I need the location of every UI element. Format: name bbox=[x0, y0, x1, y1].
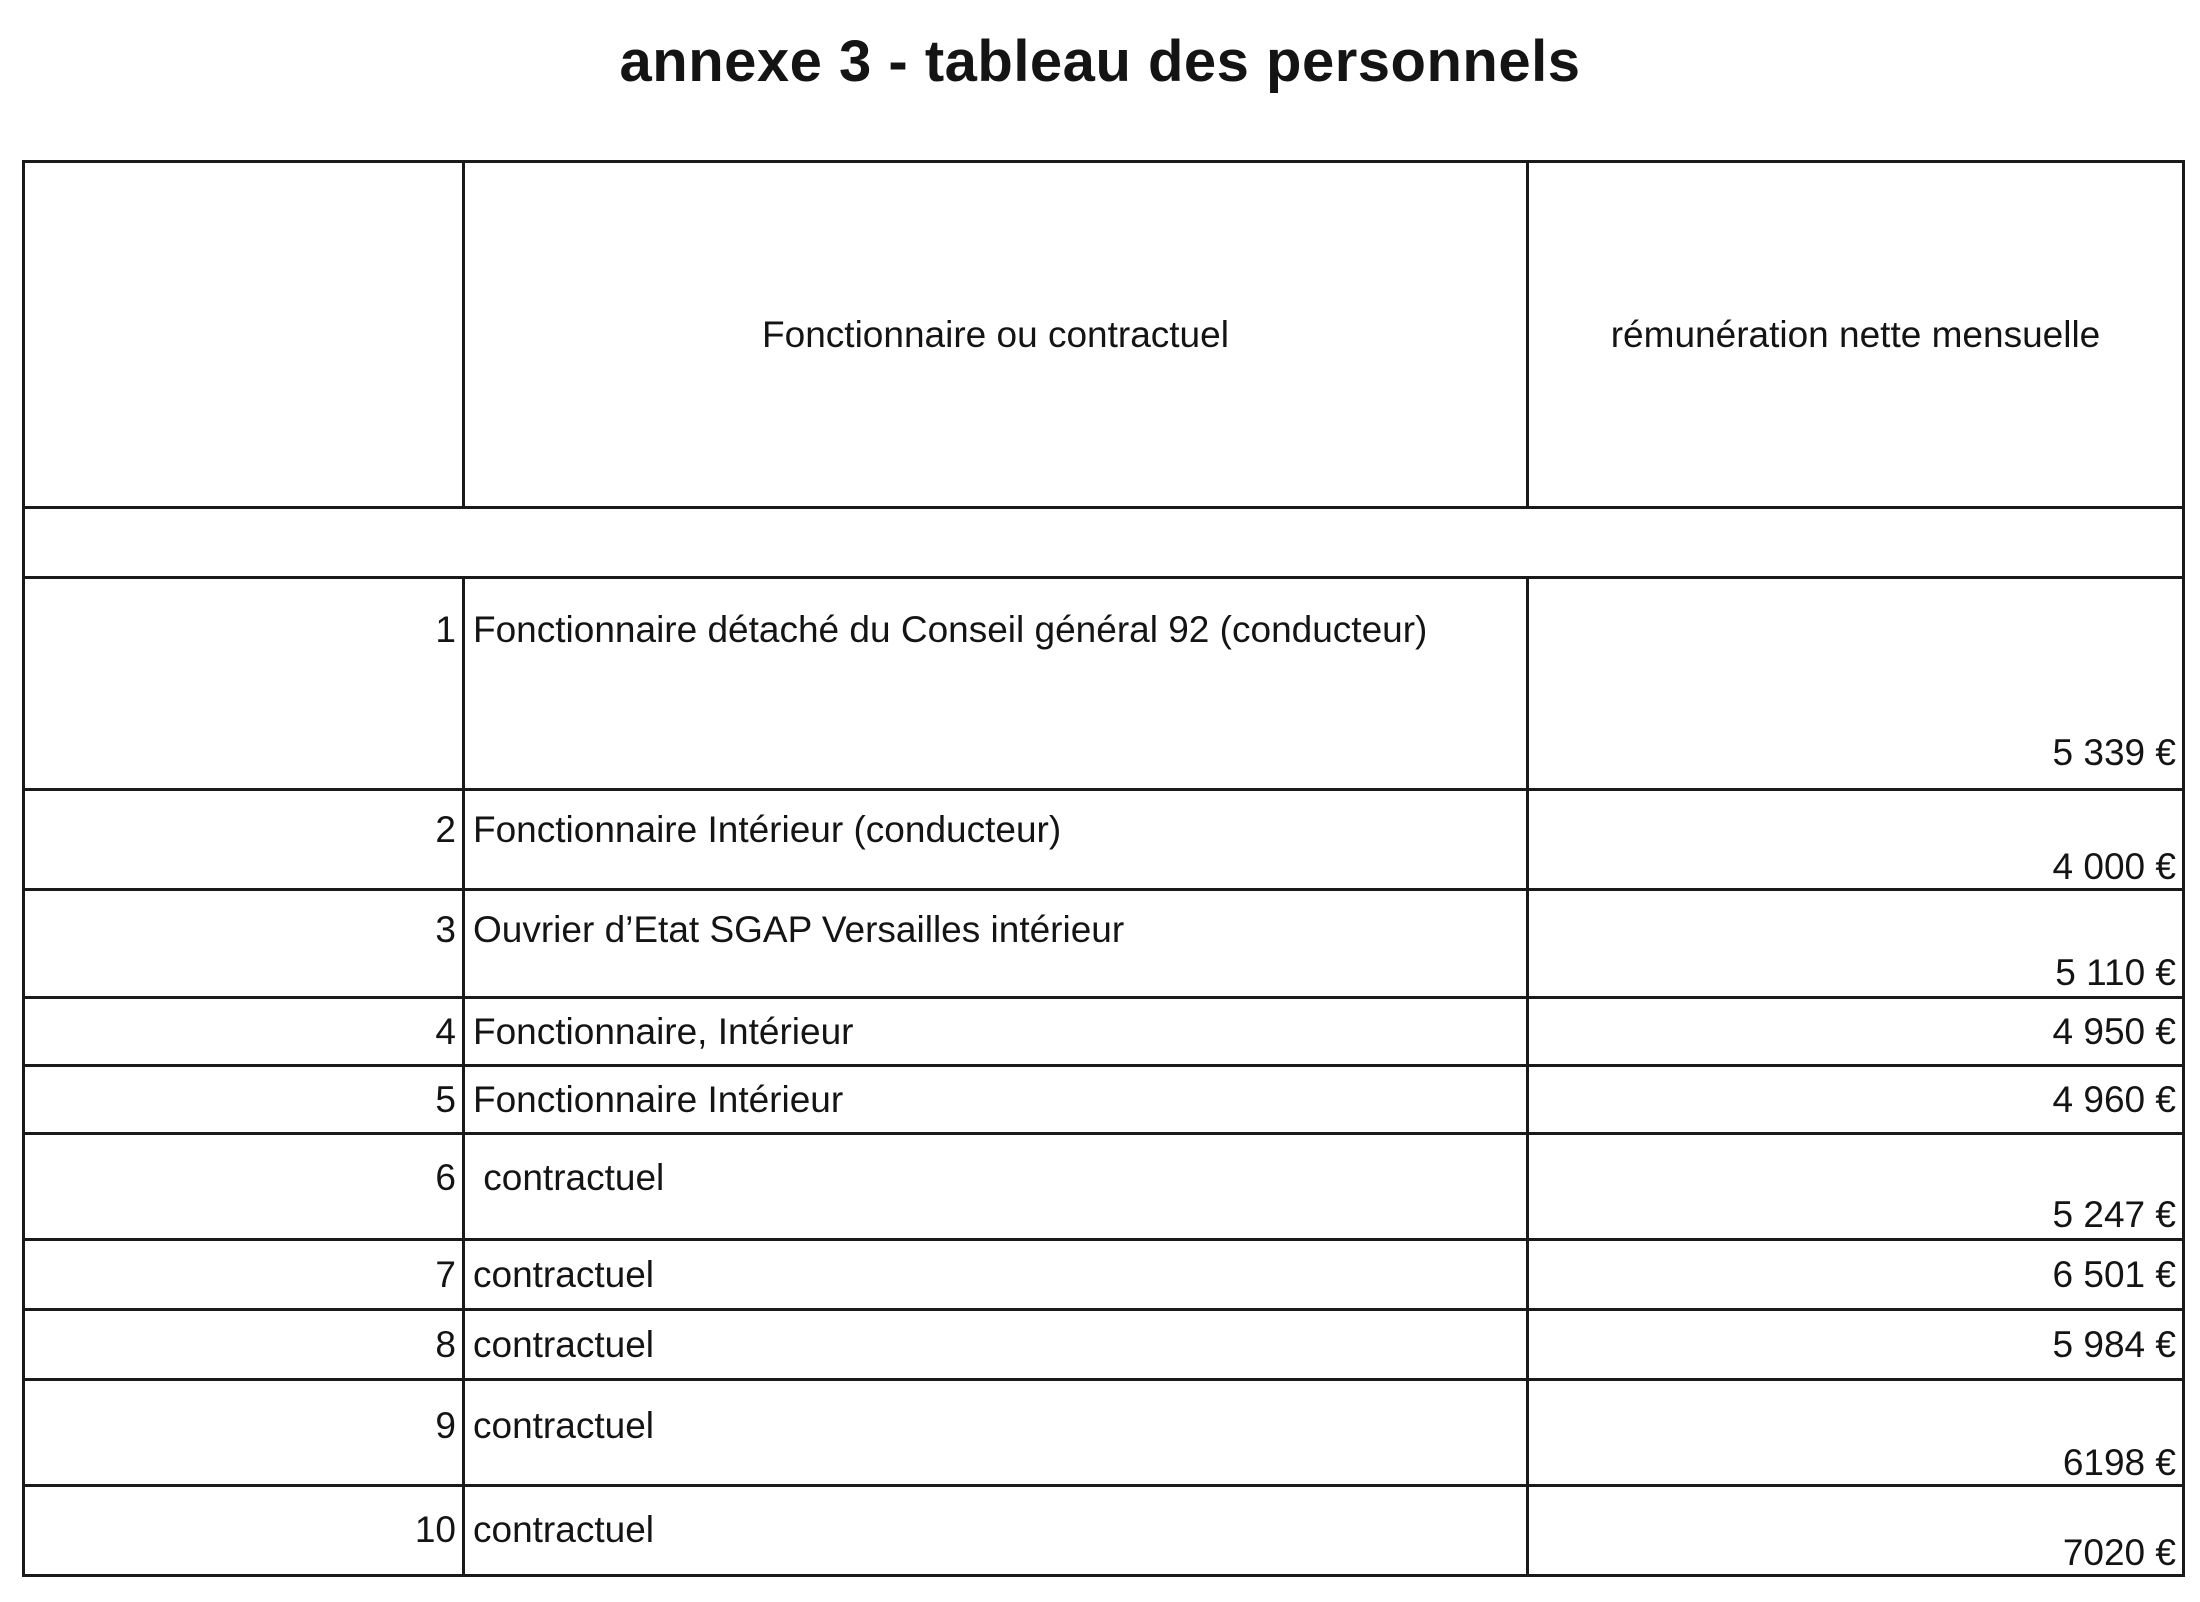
row-pay: 7020 € bbox=[1528, 1486, 2184, 1576]
table-row bbox=[24, 1066, 2184, 1134]
table-header-row bbox=[24, 162, 2184, 508]
row-pay: 6198 € bbox=[1528, 1380, 2184, 1486]
row-number: 9 bbox=[24, 1380, 464, 1486]
row-status: Ouvrier d’Etat SGAP Versailles intérieur bbox=[464, 890, 1528, 998]
row-pay: 4 960 € bbox=[1528, 1066, 2184, 1134]
row-number: 6 bbox=[24, 1134, 464, 1240]
row-status: contractuel bbox=[464, 1240, 1528, 1310]
spacer-cell bbox=[24, 508, 2184, 578]
row-pay: 6 501 € bbox=[1528, 1240, 2184, 1310]
row-number: 10 bbox=[24, 1486, 464, 1576]
row-pay: 5 339 € bbox=[1528, 578, 2184, 790]
table-row bbox=[24, 1486, 2184, 1576]
table-row bbox=[24, 1240, 2184, 1310]
table-row bbox=[24, 578, 2184, 790]
staff-table bbox=[22, 160, 2185, 1577]
table-row bbox=[24, 998, 2184, 1066]
row-number: 7 bbox=[24, 1240, 464, 1310]
row-pay: 5 110 € bbox=[1528, 890, 2184, 998]
row-pay: 5 984 € bbox=[1528, 1310, 2184, 1380]
row-number: 8 bbox=[24, 1310, 464, 1380]
header-number bbox=[24, 162, 464, 508]
row-pay: 4 950 € bbox=[1528, 998, 2184, 1066]
header-pay: rémunération nette mensuelle bbox=[1528, 162, 2184, 508]
row-status: Fonctionnaire, Intérieur bbox=[464, 998, 1528, 1066]
table-row bbox=[24, 1310, 2184, 1380]
spacer-row bbox=[24, 508, 2184, 578]
row-status: Fonctionnaire détaché du Conseil général 92 (conducteur) bbox=[464, 578, 1528, 790]
table-row bbox=[24, 890, 2184, 998]
table-row bbox=[24, 1380, 2184, 1486]
row-status: contractuel bbox=[464, 1380, 1528, 1486]
row-pay: 4 000 € bbox=[1528, 790, 2184, 890]
row-status: contractuel bbox=[464, 1310, 1528, 1380]
row-pay: 5 247 € bbox=[1528, 1134, 2184, 1240]
row-number: 5 bbox=[24, 1066, 464, 1134]
header-status: Fonctionnaire ou contractuel bbox=[464, 162, 1528, 508]
page-title: annexe 3 - tableau des personnels bbox=[619, 29, 1581, 94]
table-row bbox=[24, 1134, 2184, 1240]
row-status: Fonctionnaire Intérieur (conducteur) bbox=[464, 790, 1528, 890]
row-number: 1 bbox=[24, 578, 464, 790]
table-row bbox=[24, 790, 2184, 890]
row-status: contractuel bbox=[464, 1134, 1528, 1240]
row-status: Fonctionnaire Intérieur bbox=[464, 1066, 1528, 1134]
row-number: 4 bbox=[24, 998, 464, 1066]
row-number: 3 bbox=[24, 890, 464, 998]
row-status: contractuel bbox=[464, 1486, 1528, 1576]
row-number: 2 bbox=[24, 790, 464, 890]
